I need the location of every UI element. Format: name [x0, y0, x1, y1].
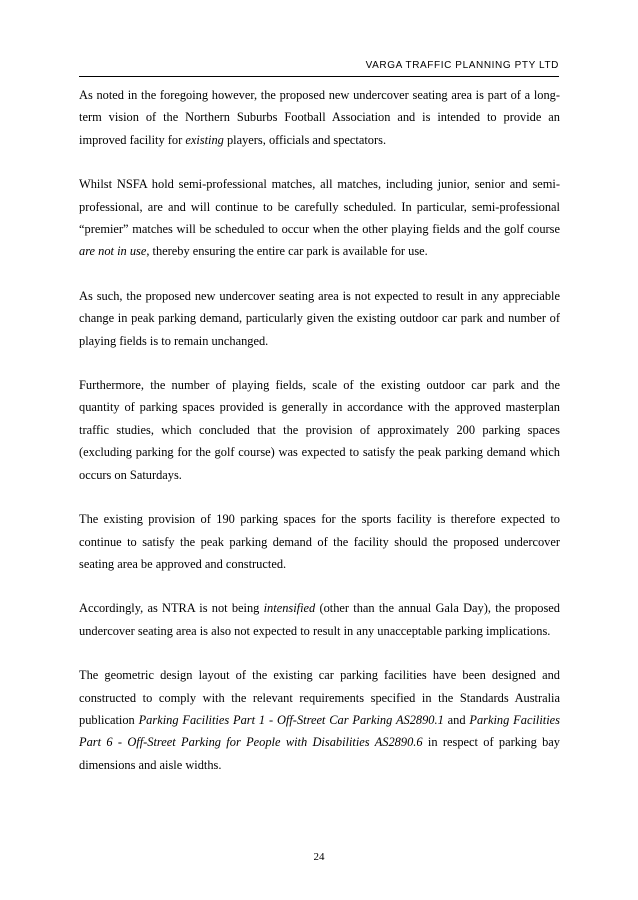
paragraph-7-citation-1: Parking Facilities Part 1 - Off-Street Car Parking AS2890.1 [138, 712, 444, 727]
body-text [79, 84, 560, 798]
paragraph-2 [79, 173, 560, 263]
paragraph-1-text-c: players, officials and spectators. [223, 132, 387, 147]
paragraph-1-text-a: As noted in the foregoing however, the proposed new undercover seating area is part of a long-term vision of the Northern Suburbs Football Association and is intended to provide an improved facility for [79, 88, 560, 147]
page-number: 24 [313, 851, 325, 863]
paragraph-2-text-a: Whilst NSFA hold semi-professional matches, all matches, including junior, senior and semi-professional, are and will continue to be carefully scheduled. In particular, semi-professional “premier” matches will be scheduled to occur when the other playing fields and the golf course [79, 177, 560, 237]
paragraph-6 [79, 597, 560, 642]
paragraph-7 [79, 664, 560, 776]
paragraph-4: Furthermore, the number of playing fields, scale of the existing outdoor car park and the quantity of parking spaces provided is generally in accordance with the approved masterplan traffic studies, which concluded that the provision of approximately 200 parking spaces (excluding parking for the golf course) was expected to satisfy the peak parking demand which occurs on Saturdays. [79, 378, 560, 482]
paragraph-6-text-c: (other than the annual Gala Day), the proposed undercover seating area is also not expected to result in any unacceptable parking implications. [79, 601, 560, 638]
paragraph-1 [79, 84, 560, 151]
paragraph-7-text-c: and [443, 712, 470, 727]
paragraph-5: The existing provision of 190 parking spaces for the sports facility is therefore expected to continue to satisfy the peak parking demand of the facility should the proposed undercover seating area be approved and constructed. [79, 512, 560, 571]
paragraph-1-emphasis: existing [185, 132, 224, 147]
paragraph-2-text-c: , thereby ensuring the entire car park is available for use. [146, 244, 428, 259]
paragraph-3: As such, the proposed new undercover seating area is not expected to result in any appreciable change in peak parking demand, particularly given the existing outdoor car park and number of playing fields is to remain unchanged. [79, 288, 560, 348]
paragraph-2-emphasis: are not in use [79, 244, 147, 259]
paragraph-7-text-e: in respect of parking bay dimensions and aisle widths. [79, 735, 560, 772]
paragraph-6-emphasis: intensified [263, 601, 316, 616]
paragraph-7-text-a: The geometric design layout of the existing car parking facilities have been designed and constructed to comply with the relevant requirements specified in the Standards Australia publication [79, 668, 560, 727]
header-rule [79, 76, 559, 77]
paragraph-6-text-a: Accordingly, as NTRA is not being [79, 601, 264, 616]
running-header: VARGA TRAFFIC PLANNING PTY LTD [365, 60, 559, 71]
paragraph-7-citation-2: Parking Facilities Part 6 - Off-Street Parking for People with Disabilities AS2890.6 [79, 712, 560, 750]
